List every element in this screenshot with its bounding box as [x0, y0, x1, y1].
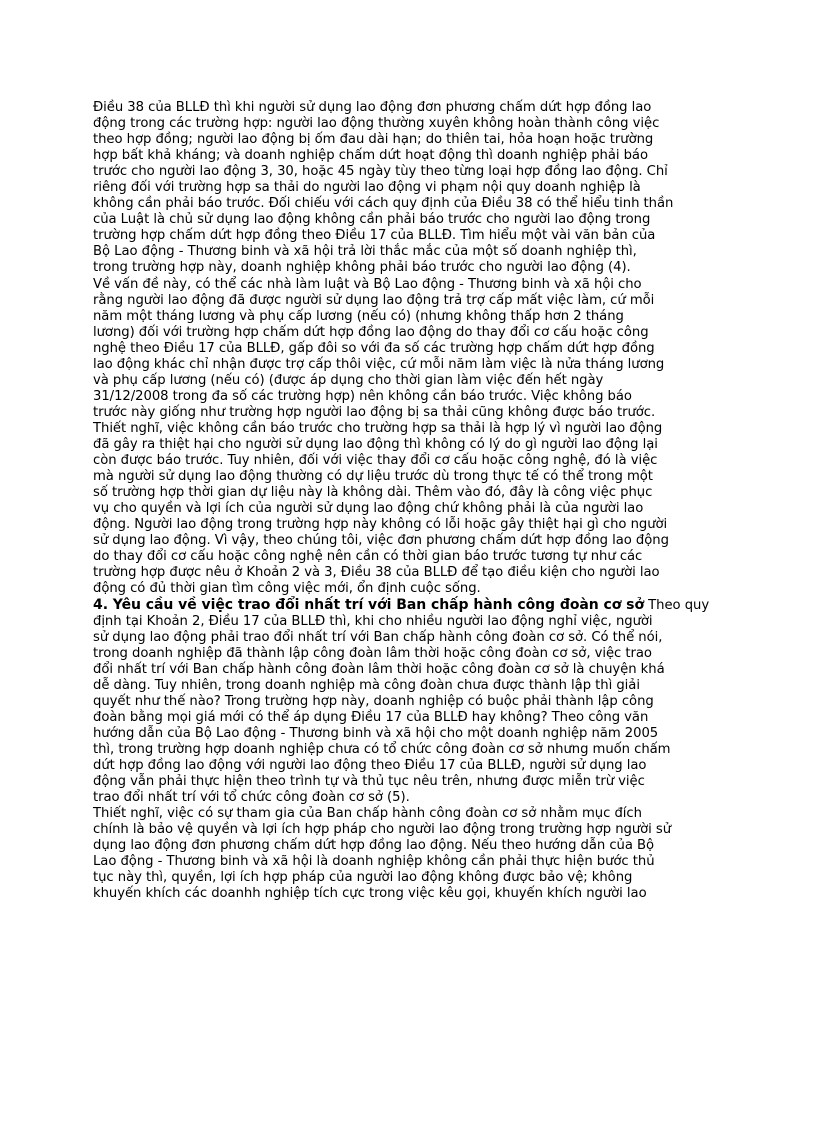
text-line: đoàn bằng mọi giá mới có thể áp dụng Điều 17 của BLLĐ hay không? Theo công văn [93, 709, 649, 725]
text-line: không cần phải báo trước. Đối chiếu với cách quy định của Điều 38 có thể hiểu tinh thần [93, 196, 674, 212]
text-line: lương) đối với trường hợp chấm dứt hợp đồng lao động do thay đổi cơ cấu hoặc công [93, 324, 649, 340]
text-line: dứt hợp đồng lao động với người lao động theo Điều 17 của BLLĐ, người sử dụng lao [93, 757, 647, 773]
text-line: chính là bảo vệ quyền và lợi ích hợp pháp cho người lao động trong trường hợp người sử [93, 822, 672, 838]
text-line: quyết như thế nào? Trong trường hợp này, doanh nghiệp có buộc phải thành lập công [93, 693, 654, 709]
text-line: 31/12/2008 trong đa số các trường hợp) nên không cần báo trước. Việc không báo [93, 388, 632, 404]
text-line: Bộ Lao động - Thương binh và xã hội trả lời thắc mắc của một số doanh nghiệp thì, [93, 244, 637, 260]
text-line: trường hợp được nêu ở Khoản 2 và 3, Điều 38 của BLLĐ để tạo điều kiện cho người lao [93, 565, 660, 581]
text-line: hướng dẫn của Bộ Lao động - Thương binh và xã hội cho một doanh nghiệp năm 2005 [93, 725, 659, 741]
document-page [93, 100, 743, 902]
text-line: thì, trong trường hợp doanh nghiệp chưa có tổ chức công đoàn cơ sở nhưng muốn chấm [93, 741, 671, 757]
text-line: sử dụng lao động. Vì vậy, theo chúng tôi, việc đơn phương chấm dứt hợp đồng lao động [93, 533, 669, 549]
section-heading-line [93, 597, 743, 613]
text-line: khuyến khích các doanhh nghiệp tích cực trong việc kêu gọi, khuyến khích người lao [93, 886, 647, 902]
text-line: động có đủ thời gian tìm công việc mới, ổn định cuộc sống. [93, 581, 481, 597]
heading-tail-text: Theo quy [644, 598, 710, 614]
text-line: Thiết nghĩ, việc không cần báo trước cho trường hợp sa thải là hợp lý vì người lao động [93, 420, 663, 436]
body-text-block-2 [93, 614, 743, 903]
text-line: riêng đối với trường hợp sa thải do người lao động vi phạm nội quy doanh nghiệp là [93, 180, 641, 196]
text-line: dễ dàng. Tuy nhiên, trong doanh nghiệp mà công đoàn chưa được thành lập thì giải [93, 677, 640, 693]
text-line: trước này giống như trường hợp người lao động bị sa thải cũng không được báo trước. [93, 404, 656, 420]
text-line: sử dụng lao động phải trao đổi nhất trí với Ban chấp hành công đoàn cơ sở. Có thể nói, [93, 629, 663, 645]
text-line: trường hợp chấm dứt hợp đồng theo Điều 17 của BLLĐ. Tìm hiểu một vài văn bản của [93, 228, 656, 244]
text-line: Về vấn đề này, có thể các nhà làm luật và Bộ Lao động - Thương binh và xã hội cho [93, 276, 642, 292]
text-line: hợp bất khả kháng; và doanh nghiệp chấm dứt hoạt động thì doanh nghiệp phải báo [93, 148, 648, 164]
text-line: dụng lao động đơn phương chấm dứt hợp đồng lao động. Nếu theo hướng dẫn của Bộ [93, 838, 655, 854]
text-line: đổi nhất trí với Ban chấp hành công đoàn lâm thời hoặc công đoàn cơ sở là chuyện khá [93, 661, 665, 677]
text-line: động. Người lao động trong trường hợp này không có lỗi hoặc gây thiệt hại gì cho người [93, 517, 668, 533]
text-line: tục này thì, quyền, lợi ích hợp pháp của người lao động không được bảo vệ; không [93, 870, 633, 886]
text-line: và phụ cấp lương (nếu có) (được áp dụng cho thời gian làm việc đến hết ngày [93, 372, 604, 388]
text-line: lao động khác chỉ nhận được trợ cấp thôi việc, cứ mỗi năm làm việc là nửa tháng lương [93, 356, 665, 372]
text-line: do thay đổi cơ cấu hoặc công nghệ nên cần có thời gian báo trước tương tự như các [93, 549, 643, 565]
text-line: Điều 38 của BLLĐ thì khi người sử dụng lao động đơn phương chấm dứt hợp đồng lao [93, 100, 652, 115]
text-line: đã gây ra thiệt hại cho người sử dụng lao động thì không có lý do gì người lao động lại [93, 436, 658, 452]
text-line: số trường hợp thời gian dự liệu này là không dài. Thêm vào đó, đây là công việc phục [93, 485, 653, 501]
text-line: năm một tháng lương và phụ cấp lương (nếu có) (nhưng không thấp hơn 2 tháng [93, 308, 624, 324]
text-line: định tại Khoản 2, Điều 17 của BLLĐ thì, khi cho nhiều người lao động nghỉ việc, người [93, 613, 653, 629]
text-line: động trong các trường hợp: người lao động thường xuyên không hoàn thành công việc [93, 116, 660, 132]
text-line: Thiết nghĩ, việc có sự tham gia của Ban chấp hành công đoàn cơ sở nhằm mục đích [93, 806, 642, 822]
text-line: trước cho người lao động 3, 30, hoặc 45 ngày tùy theo từng loại hợp đồng lao động. Chỉ [93, 164, 668, 180]
text-line: động vẫn phải thực hiện theo trình tự và thủ tục nêu trên, nhưng được miễn trừ việc [93, 773, 645, 789]
text-line: nghệ theo Điều 17 của BLLĐ, gấp đôi so với đa số các trường hợp chấm dứt hợp đồng [93, 340, 655, 356]
text-line: trong doanh nghiệp đã thành lập công đoàn lâm thời hoặc công đoàn cơ sở, việc trao [93, 645, 652, 661]
text-line: trao đổi nhất trí với tổ chức công đoàn cơ sở (5). [93, 790, 410, 806]
text-line: vụ cho quyền và lợi ích của người sử dụng lao động chứ không phải là của người lao [93, 501, 644, 517]
text-line: của Luật là chủ sử dụng lao động không cần phải báo trước cho người lao động trong [93, 212, 651, 228]
text-line: còn được báo trước. Tuy nhiên, đối với việc thay đổi cơ cấu hoặc công nghệ, đó là việc [93, 453, 658, 469]
body-text-block-1 [93, 100, 743, 597]
text-line: rằng người lao động đã được người sử dụng lao động trả trợ cấp mất việc làm, cứ mỗi [93, 292, 655, 308]
text-line: trong trường hợp này, doanh nghiệp không phải báo trước cho người lao động (4). [93, 260, 631, 276]
text-line: theo hợp đồng; người lao động bị ốm đau dài hạn; do thiên tai, hỏa hoạn hoặc trường [93, 132, 654, 148]
text-line: Lao động - Thương binh và xã hội là doanh nghiệp không cần phải thực hiện bước thủ [93, 854, 655, 870]
text-line: mà người sử dụng lao động thường có dự liệu trước dù trong thực tế có thể trong một [93, 469, 653, 485]
section-heading: 4. Yêu cầu về việc trao đổi nhất trí với Ban chấp hành công đoàn cơ sở [93, 597, 645, 614]
